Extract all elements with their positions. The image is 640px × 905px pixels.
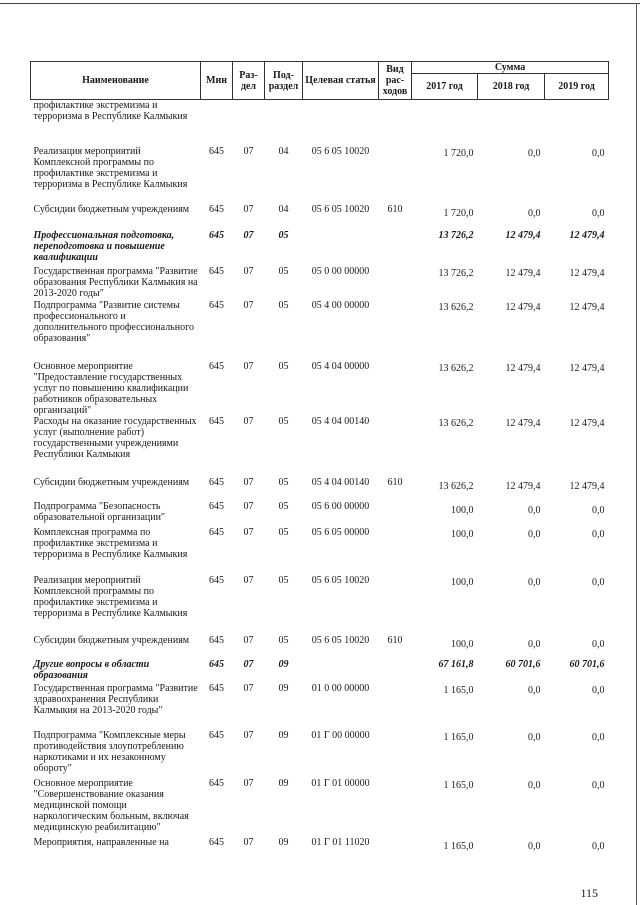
cell-podrazdel: 09 (278, 777, 289, 789)
cell-name: Реализация мероприятий Комплексной программы по профилактике экстремизма и терроризма в Республике Калмыкия (33, 574, 188, 619)
cell-razdel: 07 (243, 265, 254, 277)
cell-razdel (233, 100, 265, 146)
cell-sum-2017: 13 626,2 (438, 417, 474, 429)
cell-sum-2017: 1 720,0 (443, 147, 474, 159)
cell-razdel: 07 (243, 682, 254, 694)
cell-podrazdel: 05 (278, 574, 289, 586)
cell-min: 645 (209, 500, 224, 512)
page-top-edge (0, 3, 640, 4)
cell-sum-2017: 100,0 (451, 504, 474, 516)
table-row (31, 683, 609, 730)
header-name: Наименование (31, 62, 201, 100)
cell-vid-rashodov (379, 361, 412, 416)
cell-podrazdel: 09 (278, 729, 289, 741)
table-row (31, 778, 609, 837)
cell-podrazdel: 05 (278, 229, 289, 241)
cell-sum-2018: 0,0 (528, 528, 541, 540)
cell-sum-2019: 0,0 (592, 779, 605, 791)
cell-podrazdel: 05 (278, 476, 289, 488)
cell-vid-rashodov (379, 527, 412, 575)
cell-min (201, 100, 233, 146)
cell-sum-2018: 0,0 (528, 731, 541, 743)
cell-celevaya-statya: 05 6 05 10020 (311, 634, 370, 646)
cell-sum-2018: 0,0 (528, 638, 541, 650)
cell-celevaya-statya: 05 4 04 00000 (311, 360, 370, 372)
cell-vid-rashodov: 610 (387, 476, 403, 488)
cell-sum-2017: 1 165,0 (443, 779, 474, 791)
cell-sum-2018: 0,0 (528, 684, 541, 696)
cell-sum-2018: 12 479,4 (505, 417, 541, 429)
cell-name: Субсидии бюджетным учреждениям (33, 634, 190, 646)
cell-min: 645 (209, 658, 224, 670)
cell-vid-rashodov (379, 230, 412, 266)
cell-min: 645 (209, 682, 224, 694)
cell-name: Субсидии бюджетным учреждениям (33, 476, 190, 488)
header-2017: 2017 год (412, 74, 478, 100)
cell-podrazdel: 04 (278, 145, 289, 157)
table-row (31, 230, 609, 266)
cell-podrazdel: 09 (278, 836, 289, 848)
header-vid-rashodov: Вид рас-ходов (379, 62, 412, 100)
cell-celevaya-statya: 05 6 05 10020 (311, 145, 370, 157)
cell-name: Расходы на оказание государственных услуг (выполнение работ) государственными учреждениями Республики Калмыкия (33, 415, 197, 460)
cell-razdel: 07 (243, 415, 254, 427)
cell-sum-2019: 0,0 (592, 528, 605, 540)
cell-min: 645 (209, 526, 224, 538)
cell-sum-2019: 0,0 (592, 147, 605, 159)
cell-min: 645 (209, 360, 224, 372)
cell-sum-2019 (545, 100, 609, 146)
cell-sum-2018: 12 479,4 (505, 480, 541, 492)
cell-min: 645 (209, 229, 224, 241)
cell-celevaya-statya: 01 0 00 00000 (311, 682, 370, 694)
cell-celevaya-statya: 05 4 04 00140 (311, 476, 370, 488)
cell-sum-2019: 60 701,6 (569, 658, 605, 670)
cell-sum-2018: 0,0 (528, 576, 541, 588)
cell-celevaya-statya: 01 Г 00 00000 (311, 729, 370, 741)
page-number: 115 (580, 886, 598, 900)
cell-sum-2017 (412, 100, 478, 146)
table-row (31, 730, 609, 778)
header-2018: 2018 год (478, 74, 545, 100)
cell-vid-rashodov (379, 659, 412, 683)
cell-vid-rashodov (379, 778, 412, 837)
cell-celevaya-statya: 01 Г 01 00000 (311, 777, 370, 789)
cell-sum-2017: 1 720,0 (443, 207, 474, 219)
table-row (31, 100, 609, 146)
cell-sum-2018: 0,0 (528, 840, 541, 852)
cell-celevaya-statya: 05 6 05 10020 (311, 203, 370, 215)
cell-min: 645 (209, 777, 224, 789)
header-2019: 2019 год (545, 74, 609, 100)
cell-razdel: 07 (243, 574, 254, 586)
cell-celevaya-statya: 05 4 04 00140 (311, 415, 370, 427)
budget-table (30, 61, 609, 852)
cell-sum-2018: 12 479,4 (505, 267, 541, 279)
cell-vid-rashodov (379, 100, 412, 146)
cell-sum-2017: 13 626,2 (438, 301, 474, 313)
cell-vid-rashodov: 610 (387, 203, 403, 215)
cell-sum-2017: 100,0 (451, 576, 474, 588)
cell-sum-2018: 0,0 (528, 779, 541, 791)
cell-razdel: 07 (243, 729, 254, 741)
cell-celevaya-statya (303, 230, 379, 266)
table-row (31, 361, 609, 416)
cell-vid-rashodov (379, 575, 412, 635)
cell-name: Реализация мероприятий Комплексной программы по профилактике экстремизма и терроризма в Республике Калмыкия (33, 145, 188, 190)
cell-razdel: 07 (243, 476, 254, 488)
cell-name: Государственная программа "Развитие образования Республики Калмыкия на 2013-2020 годы" (33, 265, 198, 299)
cell-sum-2017: 13 726,2 (438, 229, 474, 241)
cell-sum-2018: 0,0 (528, 504, 541, 516)
cell-razdel: 07 (243, 658, 254, 670)
cell-sum-2019: 0,0 (592, 504, 605, 516)
cell-razdel: 07 (243, 777, 254, 789)
cell-podrazdel: 09 (278, 658, 289, 670)
cell-min: 645 (209, 476, 224, 488)
cell-sum-2018 (478, 100, 545, 146)
cell-sum-2017: 13 626,2 (438, 362, 474, 374)
cell-sum-2017: 13 726,2 (438, 267, 474, 279)
header-razdel: Раз-дел (233, 62, 265, 100)
cell-min: 645 (209, 145, 224, 157)
cell-celevaya-statya: 05 6 05 10020 (311, 574, 370, 586)
cell-sum-2017: 1 165,0 (443, 840, 474, 852)
header-celevaya-statya: Целевая статья (303, 62, 379, 100)
cell-name: Подпрограмма "Развитие системы профессионального и дополнительного профессионального образования" (33, 299, 194, 344)
page-right-edge (636, 3, 637, 905)
cell-vid-rashodov (379, 300, 412, 361)
cell-celevaya-statya: 05 0 00 00000 (311, 265, 370, 277)
cell-sum-2018: 12 479,4 (505, 362, 541, 374)
cell-razdel: 07 (243, 203, 254, 215)
cell-podrazdel: 04 (278, 203, 289, 215)
table-row (31, 837, 609, 852)
cell-sum-2017: 100,0 (451, 528, 474, 540)
cell-min: 645 (209, 265, 224, 277)
cell-sum-2019: 12 479,4 (569, 362, 605, 374)
cell-sum-2019: 12 479,4 (569, 480, 605, 492)
cell-name: профилактике экстремизма и терроризма в Республике Калмыкия (33, 100, 188, 122)
cell-name: Основное мероприятие "Совершенствование оказания медицинской помощи наркологическим больным, включая медицинскую реабилитацию" (33, 777, 189, 833)
table-row (31, 300, 609, 361)
cell-name: Комплексная программа по профилактике экстремизма и терроризма в Республике Калмыкия (33, 526, 188, 560)
cell-podrazdel: 05 (278, 360, 289, 372)
cell-min: 645 (209, 574, 224, 586)
cell-min: 645 (209, 299, 224, 311)
cell-sum-2019: 0,0 (592, 207, 605, 219)
cell-vid-rashodov (379, 837, 412, 852)
cell-vid-rashodov (379, 266, 412, 300)
cell-razdel: 07 (243, 500, 254, 512)
cell-min: 645 (209, 836, 224, 848)
cell-name: Другие вопросы в области образования (33, 658, 150, 681)
cell-podrazdel: 05 (278, 634, 289, 646)
cell-razdel: 07 (243, 360, 254, 372)
cell-sum-2018: 0,0 (528, 147, 541, 159)
table-header (31, 62, 609, 100)
cell-sum-2019: 12 479,4 (569, 229, 605, 241)
table-row (31, 416, 609, 477)
header-min: Мин (201, 62, 233, 100)
cell-razdel: 07 (243, 299, 254, 311)
cell-sum-2017: 100,0 (451, 638, 474, 650)
cell-sum-2017: 13 626,2 (438, 480, 474, 492)
cell-razdel: 07 (243, 526, 254, 538)
cell-sum-2019: 0,0 (592, 576, 605, 588)
cell-razdel: 07 (243, 145, 254, 157)
cell-razdel: 07 (243, 634, 254, 646)
cell-celevaya-statya: 05 4 00 00000 (311, 299, 370, 311)
cell-celevaya-statya: 05 6 05 00000 (311, 526, 370, 538)
cell-celevaya-statya (303, 659, 379, 683)
cell-min: 645 (209, 415, 224, 427)
table-body (31, 100, 609, 852)
cell-sum-2019: 12 479,4 (569, 301, 605, 313)
cell-sum-2017: 1 165,0 (443, 731, 474, 743)
cell-name: Субсидии бюджетным учреждениям (33, 203, 190, 215)
cell-razdel: 07 (243, 229, 254, 241)
cell-vid-rashodov (379, 683, 412, 730)
cell-sum-2019: 0,0 (592, 638, 605, 650)
cell-sum-2018: 60 701,6 (505, 658, 541, 670)
table-row (31, 635, 609, 659)
cell-vid-rashodov: 610 (387, 634, 403, 646)
cell-celevaya-statya: 05 6 00 00000 (311, 500, 370, 512)
table-row (31, 477, 609, 501)
cell-name: Мероприятия, направленные на (33, 836, 169, 848)
cell-celevaya-statya (303, 100, 379, 146)
cell-name: Подпрограмма "Безопасность образовательной организации" (33, 500, 166, 523)
cell-sum-2018: 12 479,4 (505, 229, 541, 241)
cell-sum-2019: 12 479,4 (569, 267, 605, 279)
cell-razdel: 07 (243, 836, 254, 848)
table-row (31, 527, 609, 575)
table-row (31, 266, 609, 300)
cell-sum-2019: 0,0 (592, 840, 605, 852)
cell-vid-rashodov (379, 730, 412, 778)
cell-min: 645 (209, 634, 224, 646)
cell-min: 645 (209, 203, 224, 215)
cell-name: Профессиональная подготовка, переподготовка и повышение квалификации (33, 229, 175, 263)
cell-podrazdel: 05 (278, 526, 289, 538)
cell-name: Государственная программа "Развитие здравоохранения Республики Калмыкия на 2013-2020 годы" (33, 682, 198, 716)
cell-min: 645 (209, 729, 224, 741)
cell-podrazdel: 05 (278, 299, 289, 311)
cell-vid-rashodov (379, 501, 412, 527)
cell-sum-2019: 0,0 (592, 684, 605, 696)
cell-podrazdel: 05 (278, 500, 289, 512)
cell-sum-2017: 1 165,0 (443, 684, 474, 696)
cell-sum-2018: 0,0 (528, 207, 541, 219)
header-summa: Сумма (412, 62, 609, 74)
cell-sum-2018: 12 479,4 (505, 301, 541, 313)
cell-name: Основное мероприятие "Предоставление государственных услуг по повышению квалификации работников образовательных организаций" (33, 360, 189, 416)
cell-podrazdel (265, 100, 303, 146)
cell-podrazdel: 05 (278, 265, 289, 277)
cell-podrazdel: 05 (278, 415, 289, 427)
table-row (31, 204, 609, 230)
cell-podrazdel: 09 (278, 682, 289, 694)
cell-sum-2019: 0,0 (592, 731, 605, 743)
table-row (31, 575, 609, 635)
table-row (31, 659, 609, 683)
cell-vid-rashodov (379, 416, 412, 477)
table-row (31, 146, 609, 204)
cell-vid-rashodov (379, 146, 412, 204)
header-podrazdel: Под-раздел (265, 62, 303, 100)
table-row (31, 501, 609, 527)
cell-sum-2017: 67 161,8 (438, 658, 474, 670)
cell-name: Подпрограмма "Комплексные меры противодействия злоупотреблению наркотиками и их незаконному обороту" (33, 729, 186, 774)
cell-sum-2019: 12 479,4 (569, 417, 605, 429)
cell-celevaya-statya: 01 Г 01 11020 (311, 836, 370, 848)
